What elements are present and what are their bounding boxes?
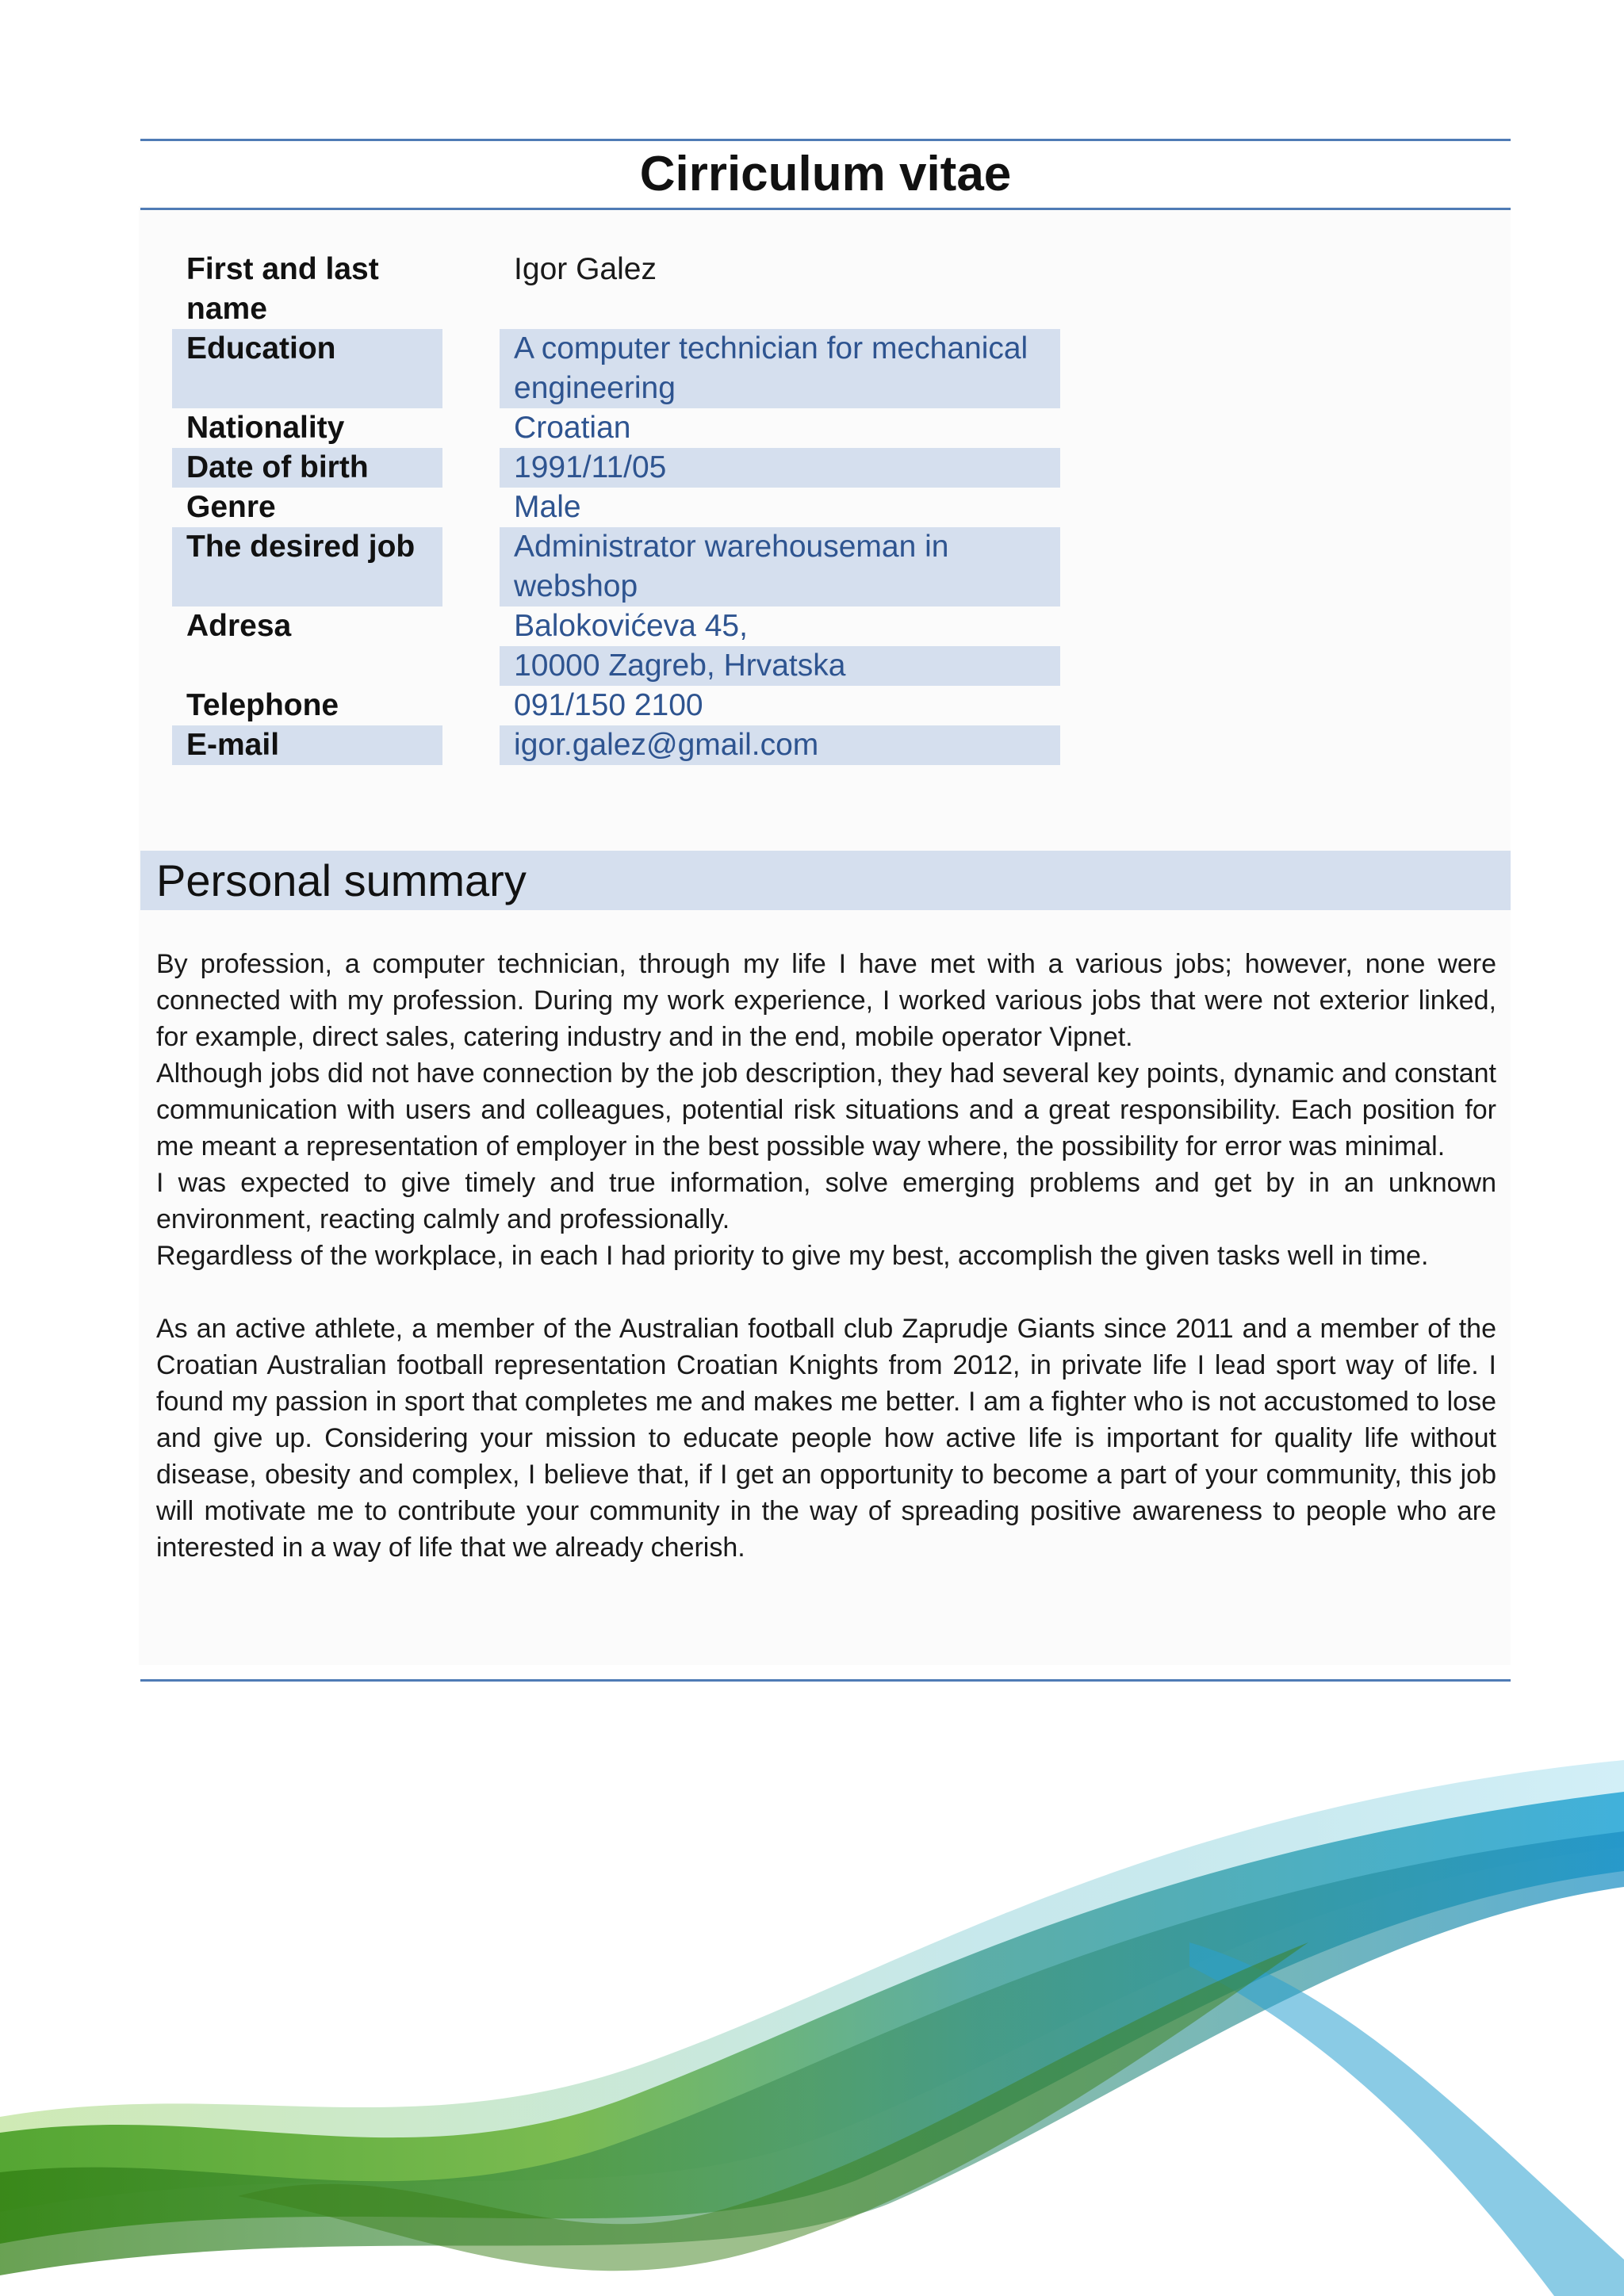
- detail-value: Igor Galez: [514, 252, 657, 286]
- detail-label: Nationality: [186, 411, 345, 445]
- detail-label: Telephone: [186, 688, 339, 722]
- section-heading-personal-summary: Personal summary: [140, 851, 1511, 910]
- detail-label: The desired job: [172, 527, 442, 607]
- decorative-wave-graphic: [0, 1705, 1624, 2296]
- summary-paragraph: As an active athlete, a member of the Australian football club Zaprudje Giants since 2011 and a member of the Croatian Australian football representation Croatian Knights from 2012, in private life I lead sport way of life. I found my passion in sport that completes me and makes me better. I am a fighter who is not accustomed to lose and give up. Considering your mission to educate people how active life is important for quality life without disease, obesity and complex, I believe that, if I get an opportunity to become a part of your community, this job will motivate me to contribute your community in the way of spreading positive awareness to people who are interested in a way of life that we already cherish.: [156, 1314, 1496, 1563]
- detail-row-nationality: [172, 408, 1060, 448]
- personal-details-table: [172, 250, 1060, 765]
- bottom-rule: [140, 1679, 1511, 1682]
- detail-value: Croatian: [514, 411, 631, 445]
- detail-value: Male: [514, 490, 581, 524]
- detail-value: igor.galez@gmail.com: [500, 725, 1060, 765]
- paragraph-gap: [156, 1274, 1496, 1311]
- detail-label: Date of birth: [172, 448, 442, 488]
- detail-value: 091/150 2100: [514, 688, 703, 722]
- detail-row-genre: [172, 488, 1060, 527]
- summary-paragraph: Regardless of the workplace, in each I had priority to give my best, accomplish the given tasks well in time.: [156, 1241, 1429, 1271]
- page-title: Cirriculum vitae: [639, 147, 1012, 201]
- address-line-1: Balokovićeva 45,: [514, 609, 748, 643]
- detail-row-telephone: [172, 686, 1060, 725]
- detail-label: E-mail: [172, 725, 442, 765]
- detail-value: 1991/11/05: [500, 448, 1060, 488]
- detail-row-education: [172, 329, 1060, 408]
- detail-value: [500, 607, 1060, 686]
- summary-paragraph: By profession, a computer technician, through my life I have met with a various jobs; however, none were connected with my profession. During my work experience, I worked various jobs that were not exterior linked, for example, direct sales, catering industry and in the end, mobile operator Vipnet.: [156, 949, 1496, 1052]
- detail-label: First and last name: [186, 252, 379, 326]
- detail-label: Genre: [186, 490, 276, 524]
- personal-summary-text: [156, 946, 1496, 1566]
- detail-row-address: [172, 607, 1060, 686]
- detail-label: Adresa: [186, 609, 292, 643]
- title-bottom-rule: [140, 208, 1511, 210]
- detail-value: A computer technician for mechanical engineering: [500, 329, 1060, 408]
- detail-row-desired-job: [172, 527, 1060, 607]
- detail-label: Education: [172, 329, 442, 408]
- title-top-rule: [140, 139, 1511, 141]
- summary-paragraph: Although jobs did not have connection by the job description, they had several key points, dynamic and constant communication with users and colleagues, potential risk situations and a great responsibility. Each position for me meant a representation of employer in the best possible way where, the possibility for error was minimal.: [156, 1058, 1496, 1161]
- address-line-2: 10000 Zagreb, Hrvatska: [500, 646, 1060, 686]
- detail-row-birth-date: [172, 448, 1060, 488]
- summary-paragraph: I was expected to give timely and true information, solve emerging problems and get by in an unknown environment, reacting calmly and professionally.: [156, 1168, 1496, 1234]
- detail-value: Administrator warehouseman in webshop: [500, 527, 1060, 607]
- detail-row-name: [172, 250, 1060, 329]
- detail-row-email: [172, 725, 1060, 765]
